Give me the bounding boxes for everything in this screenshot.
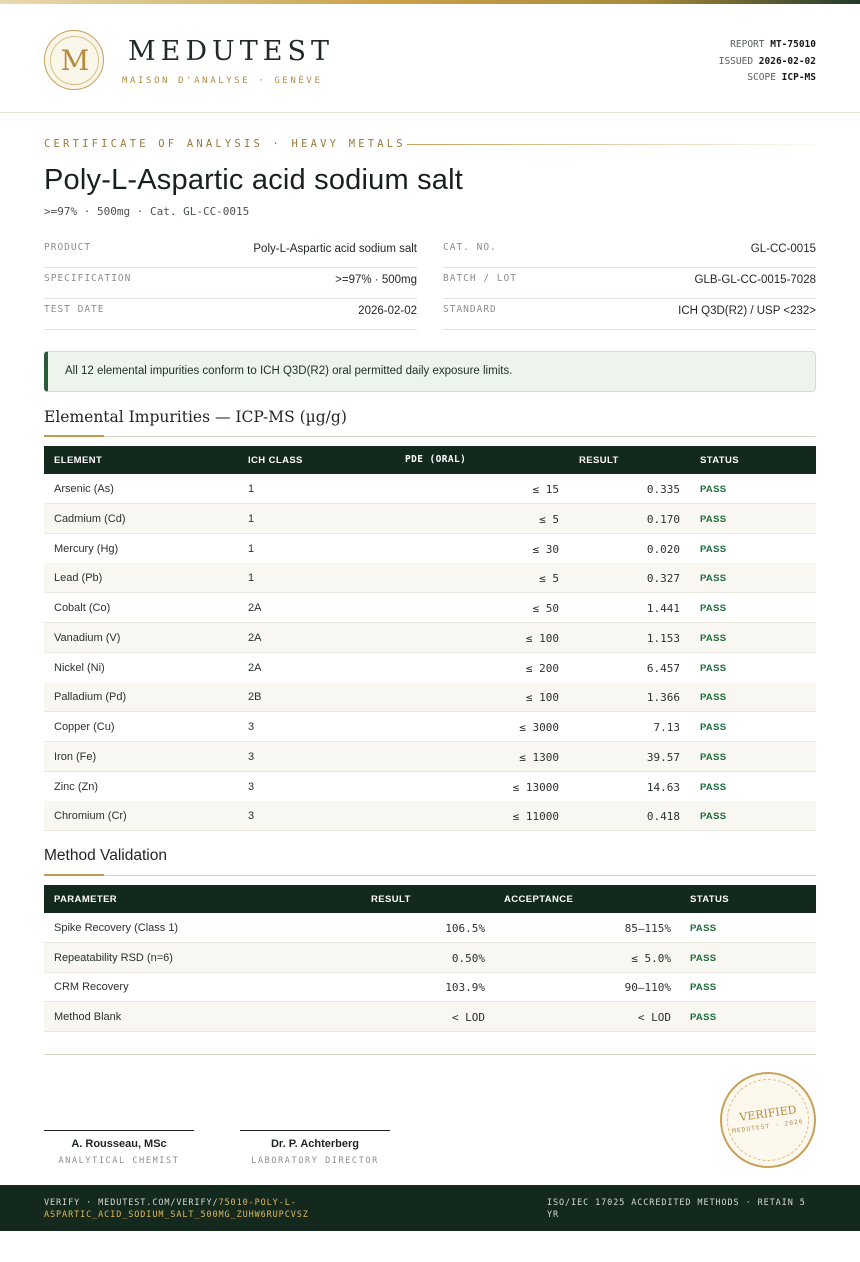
- standard-value: ICH Q3D(R2) / USP <232>: [678, 305, 816, 317]
- signature-director: [240, 1130, 390, 1166]
- page-footer: [0, 1185, 860, 1231]
- element-cell: Arsenic (As): [54, 483, 114, 495]
- report-id-row: REPORT MT-75010: [730, 39, 816, 50]
- parameter-cell: Repeatability RSD (n=6): [54, 951, 173, 964]
- pde-cell: ≤ 50: [532, 602, 559, 615]
- result-cell: 14.63: [646, 780, 680, 794]
- acceptance-cell: 90–110%: [624, 981, 671, 994]
- table-row: [44, 593, 816, 623]
- col-validation-status: STATUS: [690, 894, 729, 905]
- status-badge: PASS: [700, 751, 727, 763]
- status-badge: PASS: [700, 543, 727, 555]
- ich-class-cell: 1: [248, 542, 255, 555]
- result-cell: 0.335: [646, 483, 680, 496]
- scope-row: SCOPE ICP-MS: [747, 72, 816, 83]
- accreditation-note: ISO/IEC 17025 ACCREDITED METHODS · RETAIN 5 YR: [547, 1198, 806, 1220]
- validation-result-cell: 106.5%: [445, 922, 485, 935]
- element-cell: Nickel (Ni): [54, 661, 105, 674]
- table-row: [44, 474, 816, 504]
- acceptance-cell: < LOD: [637, 1010, 671, 1024]
- result-cell: 7.13: [653, 721, 680, 734]
- status-badge: PASS: [700, 573, 727, 585]
- page-title: Poly-L-Aspartic acid sodium salt: [44, 164, 463, 196]
- element-cell: Mercury (Hg): [54, 542, 119, 555]
- ich-class-cell: 3: [248, 750, 255, 763]
- status-badge: PASS: [700, 632, 727, 644]
- parameter-cell: Method Blank: [54, 1010, 122, 1023]
- table-row: [44, 623, 816, 653]
- status-badge: PASS: [700, 662, 727, 674]
- status-badge: PASS: [700, 692, 727, 704]
- content-end-divider: [44, 1054, 816, 1055]
- ich-class-cell: 2B: [248, 691, 262, 704]
- page-header: [0, 4, 860, 113]
- element-cell: Cobalt (Co): [54, 602, 111, 614]
- pde-cell: ≤ 13000: [512, 780, 559, 794]
- ich-class-cell: 2A: [248, 661, 262, 674]
- pde-cell: ≤ 3000: [519, 721, 559, 734]
- result-cell: 0.327: [646, 572, 680, 586]
- table-row: [44, 801, 816, 831]
- validation-table-header: [44, 885, 816, 913]
- col-acceptance: ACCEPTANCE: [504, 894, 574, 905]
- acceptance-cell: 85–115%: [624, 922, 671, 935]
- status-badge: PASS: [690, 982, 717, 993]
- pde-cell: ≤ 15: [532, 483, 559, 496]
- result-cell: 0.418: [646, 810, 680, 824]
- table-row: [44, 772, 816, 802]
- ich-class-cell: 2A: [248, 602, 262, 614]
- scope-value: ICP-MS: [781, 72, 816, 83]
- ich-class-cell: 1: [248, 512, 255, 525]
- verify-code[interactable]: 75010-POLY-L-ASPARTIC_ACID_SODIUM_SALT_500MG_ZUHW6RUPCVSZ: [44, 1198, 309, 1220]
- table-row: [44, 563, 816, 593]
- product-value: Poly-L-Aspartic acid sodium salt: [253, 243, 417, 255]
- validation-result-cell: 0.50%: [451, 951, 485, 965]
- info-specification: SPECIFICATION >=97% · 500mg: [44, 268, 417, 299]
- pde-cell: ≤ 200: [525, 661, 559, 675]
- col-ich-class: ICH CLASS: [248, 455, 303, 466]
- info-standard: STANDARD ICH Q3D(R2) / USP <232>: [443, 299, 816, 330]
- brand-name: MEDUTEST: [128, 36, 334, 67]
- signature-name: Dr. P. Achterberg: [270, 1138, 360, 1150]
- validation-result-cell: < LOD: [451, 1010, 485, 1024]
- parameter-cell: Spike Recovery (Class 1): [54, 922, 179, 934]
- result-cell: 0.020: [646, 542, 680, 556]
- element-cell: Lead (Pb): [54, 572, 103, 585]
- status-badge: PASS: [690, 923, 717, 934]
- pde-cell: ≤ 100: [525, 631, 559, 645]
- element-cell: Copper (Cu): [54, 721, 115, 733]
- info-test-date: TEST DATE 2026-02-02: [44, 299, 417, 330]
- col-validation-result: RESULT: [371, 894, 411, 905]
- status-badge: PASS: [700, 484, 727, 495]
- report-id: MT-75010: [770, 39, 816, 50]
- eyebrow-divider: [407, 144, 816, 145]
- table-row: [44, 1002, 816, 1032]
- ich-class-cell: 2A: [248, 631, 262, 644]
- brand-tagline: MAISON D'ANALYSE · GENÈVE: [122, 76, 323, 86]
- signature-role: ANALYTICAL CHEMIST: [58, 1156, 180, 1166]
- result-cell: 6.457: [646, 661, 680, 675]
- pde-cell: ≤ 1300: [519, 750, 559, 764]
- conformance-note: [44, 351, 816, 392]
- element-cell: Cadmium (Cd): [54, 512, 126, 525]
- col-result: RESULT: [579, 455, 619, 466]
- issued-date: 2026-02-02: [758, 55, 816, 67]
- impurities-table-header: [44, 446, 816, 474]
- status-badge: PASS: [700, 722, 727, 733]
- pde-cell: ≤ 11000: [512, 810, 559, 824]
- element-cell: Vanadium (V): [54, 631, 121, 644]
- signature-analyst: [44, 1130, 194, 1166]
- batch-lot-value: GLB-GL-CC-0015-7028: [694, 274, 816, 286]
- impurities-title-accent: [44, 435, 104, 437]
- conformance-note-text: All 12 elemental impurities conform to ICH Q3D(R2) oral permitted daily exposure limits.: [65, 365, 513, 377]
- status-badge: PASS: [700, 603, 727, 614]
- table-row: [44, 972, 816, 1002]
- page-subtitle: >=97% · 500mg · Cat. GL-CC-0015: [44, 205, 250, 218]
- pde-cell: ≤ 5: [539, 572, 559, 586]
- ich-class-cell: 1: [248, 572, 255, 585]
- col-status: STATUS: [700, 455, 739, 466]
- result-cell: 1.441: [646, 602, 680, 615]
- table-row: [44, 913, 816, 943]
- impurities-section-title: Elemental Impurities — ICP-MS (µg/g): [44, 408, 347, 426]
- impurities-title-rule: [44, 436, 816, 437]
- verified-stamp: VERIFIED MEDUTEST · 2026: [720, 1072, 816, 1168]
- table-row: [44, 682, 816, 712]
- info-batch-lot: BATCH / LOT GLB-GL-CC-0015-7028: [443, 268, 816, 299]
- element-cell: Chromium (Cr): [54, 810, 127, 823]
- table-row: [44, 742, 816, 772]
- col-pde-oral: PDE (ORAL): [405, 454, 467, 465]
- ich-class-cell: 3: [248, 780, 255, 793]
- element-cell: Zinc (Zn): [54, 780, 98, 793]
- ich-class-cell: 1: [248, 483, 255, 495]
- col-parameter: PARAMETER: [54, 894, 118, 905]
- acceptance-cell: ≤ 5.0%: [631, 951, 671, 965]
- info-product: PRODUCT Poly-L-Aspartic acid sodium salt: [44, 237, 417, 268]
- status-badge: PASS: [700, 781, 727, 793]
- validation-section-title: Method Validation: [44, 847, 167, 864]
- result-cell: 39.57: [646, 750, 680, 764]
- result-cell: 1.366: [646, 691, 680, 705]
- table-row: [44, 504, 816, 534]
- parameter-cell: CRM Recovery: [54, 981, 129, 993]
- validation-result-cell: 103.9%: [445, 981, 485, 994]
- pde-cell: ≤ 100: [525, 691, 559, 705]
- signature-name: A. Rousseau, MSc: [71, 1138, 167, 1150]
- logo-letter: M: [60, 44, 90, 77]
- verify-link-text[interactable]: VERIFY · MEDUTEST.COM/VERIFY/75010-POLY-L-ASPARTIC_ACID_SODIUM_SALT_500MG_ZUHW6RUPCVSZ: [44, 1198, 309, 1220]
- col-element: ELEMENT: [54, 455, 103, 466]
- element-cell: Iron (Fe): [54, 750, 97, 763]
- specification-value: >=97% · 500mg: [335, 274, 417, 286]
- test-date-value: 2026-02-02: [358, 305, 417, 317]
- status-badge: PASS: [690, 1011, 717, 1023]
- validation-title-accent: [44, 874, 104, 876]
- logo-seal: [44, 30, 104, 90]
- status-badge: PASS: [690, 952, 717, 964]
- signature-role: LABORATORY DIRECTOR: [251, 1156, 379, 1166]
- cat-no-value: GL-CC-0015: [750, 243, 816, 255]
- info-cat-no: CAT. NO. GL-CC-0015: [443, 237, 816, 268]
- ich-class-cell: 3: [248, 721, 255, 733]
- result-cell: 0.170: [646, 512, 680, 526]
- issued-row: ISSUED 2026-02-02: [718, 55, 816, 67]
- table-row: [44, 943, 816, 973]
- validation-title-rule: [44, 875, 816, 876]
- certificate-eyebrow: CERTIFICATE OF ANALYSIS · HEAVY METALS: [44, 138, 406, 150]
- pde-cell: ≤ 5: [539, 512, 559, 526]
- element-cell: Palladium (Pd): [54, 691, 127, 704]
- report-meta: [719, 37, 816, 87]
- table-row: [44, 534, 816, 564]
- result-cell: 1.153: [646, 631, 680, 645]
- status-badge: PASS: [700, 513, 727, 525]
- table-row: [44, 712, 816, 742]
- pde-cell: ≤ 30: [532, 542, 559, 556]
- ich-class-cell: 3: [248, 810, 255, 823]
- status-badge: PASS: [700, 811, 727, 823]
- table-row: [44, 653, 816, 683]
